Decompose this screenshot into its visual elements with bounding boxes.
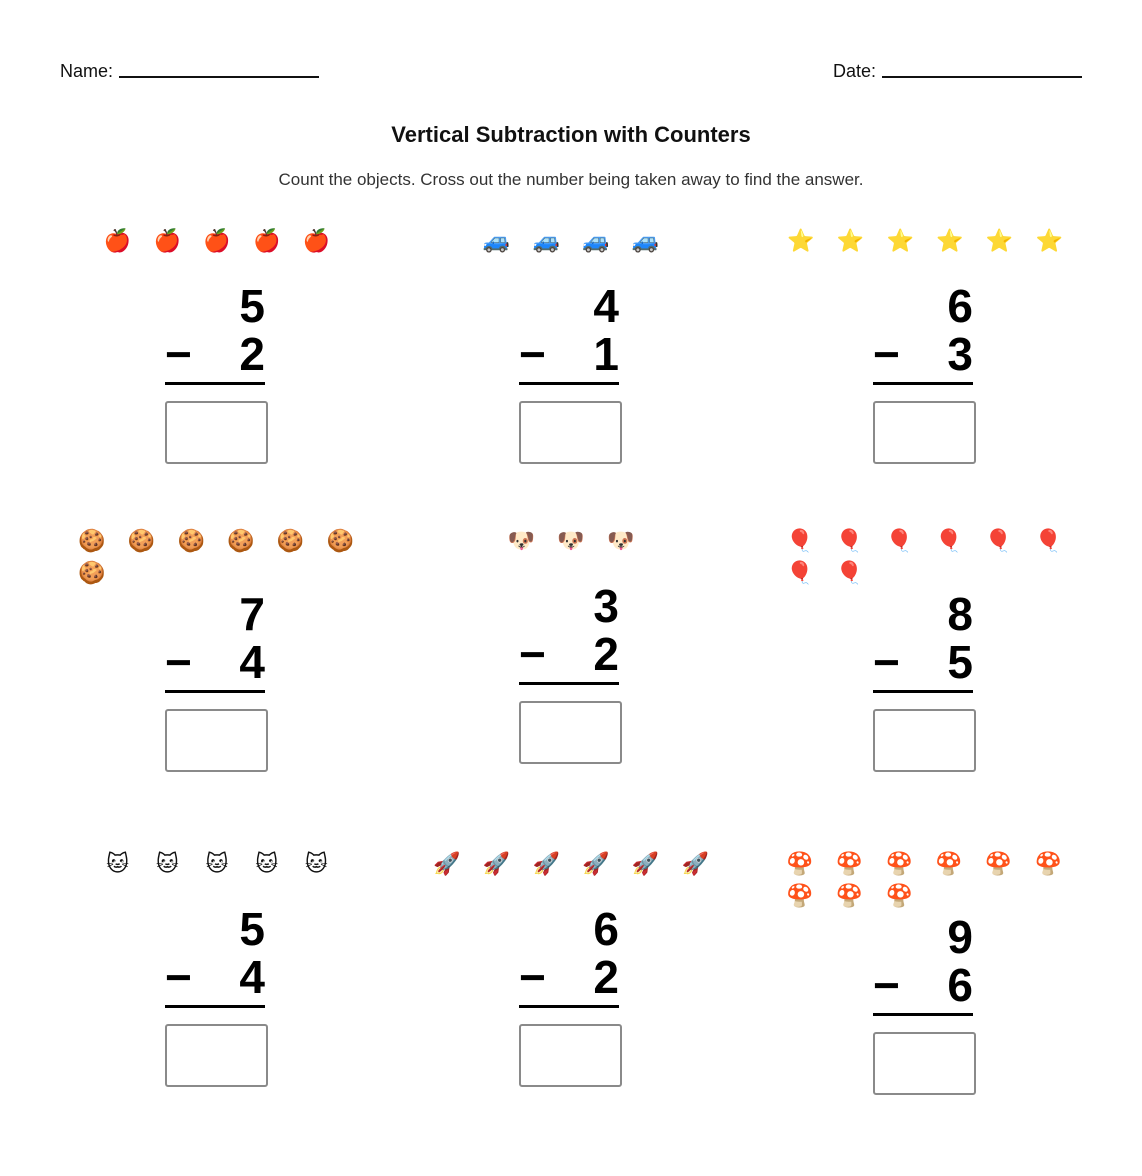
answer-box[interactable] bbox=[165, 1024, 268, 1087]
minuend: 5 bbox=[239, 280, 265, 332]
problem-cell-8 bbox=[394, 851, 748, 1151]
answer-line bbox=[873, 382, 973, 385]
car-icon[interactable]: 🚙 bbox=[631, 228, 660, 253]
dog-icon[interactable]: 🐶 bbox=[606, 528, 635, 553]
minuend-row bbox=[519, 905, 623, 953]
subtraction-problem bbox=[165, 590, 269, 772]
subtrahend-row bbox=[519, 630, 623, 678]
minuend-row bbox=[165, 282, 269, 330]
minuend-row bbox=[873, 590, 977, 638]
rocket-icon[interactable]: 🚀 bbox=[532, 851, 560, 876]
cat-icon[interactable]: 🐱 bbox=[304, 851, 328, 876]
rocket-icon[interactable]: 🚀 bbox=[631, 851, 660, 876]
date-label: Date: bbox=[832, 61, 876, 81]
problem-grid bbox=[40, 228, 1102, 1151]
minuend-row bbox=[519, 282, 623, 330]
car-icon[interactable]: 🚙 bbox=[482, 228, 511, 253]
problem-cell-3 bbox=[748, 228, 1102, 528]
subtrahend-row bbox=[873, 330, 977, 378]
minuend: 4 bbox=[593, 280, 619, 332]
answer-line bbox=[165, 1005, 265, 1008]
counters-row bbox=[67, 528, 367, 586]
subtrahend-row bbox=[165, 330, 269, 378]
answer-box[interactable] bbox=[873, 401, 976, 464]
minuend-row bbox=[165, 905, 269, 953]
subtrahend: 3 bbox=[947, 328, 973, 380]
subtraction-problem bbox=[873, 282, 977, 464]
balloon-icon[interactable]: 🎈 bbox=[786, 560, 814, 585]
answer-box[interactable] bbox=[519, 701, 622, 764]
subtrahend: 2 bbox=[593, 951, 619, 1003]
counters-row bbox=[421, 228, 721, 268]
car-icon[interactable]: 🚙 bbox=[582, 228, 610, 253]
cookie-icon[interactable]: 🍪 bbox=[177, 528, 205, 553]
answer-line bbox=[873, 1013, 973, 1016]
cookie-icon[interactable]: 🍪 bbox=[78, 560, 106, 585]
subtrahend: 1 bbox=[593, 328, 619, 380]
dog-icon[interactable]: 🐶 bbox=[507, 528, 536, 553]
mushroom-icon[interactable]: 🍄 bbox=[835, 851, 864, 876]
answer-line bbox=[519, 682, 619, 685]
answer-box[interactable] bbox=[519, 1024, 622, 1087]
subtrahend-row bbox=[519, 330, 623, 378]
answer-box[interactable] bbox=[165, 709, 268, 772]
rocket-icon[interactable]: 🚀 bbox=[482, 851, 511, 876]
car-icon[interactable]: 🚙 bbox=[532, 228, 560, 253]
rocket-icon[interactable]: 🚀 bbox=[681, 851, 709, 876]
minuend-row bbox=[873, 282, 977, 330]
subtraction-problem bbox=[519, 582, 623, 764]
subtrahend-row bbox=[165, 638, 269, 686]
subtrahend-row bbox=[873, 638, 977, 686]
subtrahend: 5 bbox=[947, 636, 973, 688]
balloon-icon[interactable]: 🎈 bbox=[786, 528, 814, 553]
subtraction-problem bbox=[165, 905, 269, 1087]
name-line[interactable] bbox=[119, 60, 319, 78]
cat-icon[interactable]: 🐱 bbox=[255, 851, 279, 876]
star-icon[interactable]: ⭐ bbox=[936, 228, 964, 253]
problem-cell-7 bbox=[40, 851, 394, 1151]
counters-row bbox=[67, 851, 367, 891]
mushroom-icon[interactable]: 🍄 bbox=[885, 883, 913, 908]
problem-cell-4 bbox=[40, 528, 394, 851]
rocket-icon[interactable]: 🚀 bbox=[433, 851, 461, 876]
mushroom-icon[interactable]: 🍄 bbox=[786, 883, 814, 908]
apple-icon[interactable]: 🍎 bbox=[153, 228, 182, 253]
star-icon[interactable]: ⭐ bbox=[886, 228, 914, 253]
answer-box[interactable] bbox=[873, 1032, 976, 1095]
minus-sign: − bbox=[519, 328, 546, 380]
counters-row bbox=[67, 228, 367, 268]
minus-sign: − bbox=[519, 628, 546, 680]
apple-icon[interactable]: 🍎 bbox=[302, 228, 331, 253]
apple-icon[interactable]: 🍎 bbox=[103, 228, 132, 253]
name-label: Name: bbox=[60, 61, 114, 81]
star-icon[interactable]: ⭐ bbox=[985, 228, 1014, 253]
header bbox=[60, 58, 1082, 82]
name-field bbox=[60, 60, 319, 82]
rocket-icon[interactable]: 🚀 bbox=[582, 851, 610, 876]
cookie-icon[interactable]: 🍪 bbox=[78, 528, 106, 553]
minuend: 6 bbox=[593, 903, 619, 955]
apple-icon[interactable]: 🍎 bbox=[252, 228, 281, 253]
minuend: 6 bbox=[947, 280, 973, 332]
minus-sign: − bbox=[873, 328, 900, 380]
subtrahend: 2 bbox=[593, 628, 619, 680]
problem-cell-5 bbox=[394, 528, 748, 851]
minuend-row bbox=[873, 913, 977, 961]
minus-sign: − bbox=[519, 951, 546, 1003]
problem-cell-2 bbox=[394, 228, 748, 528]
counters-row bbox=[775, 528, 1075, 586]
subtraction-problem bbox=[519, 905, 623, 1087]
answer-line bbox=[165, 690, 265, 693]
answer-box[interactable] bbox=[165, 401, 268, 464]
cookie-icon[interactable]: 🍪 bbox=[276, 528, 305, 553]
problem-cell-6 bbox=[748, 528, 1102, 851]
mushroom-icon[interactable]: 🍄 bbox=[786, 851, 814, 876]
minus-sign: − bbox=[165, 636, 192, 688]
mushroom-icon[interactable]: 🍄 bbox=[835, 883, 864, 908]
minuend: 8 bbox=[947, 588, 973, 640]
subtraction-problem bbox=[873, 913, 977, 1095]
subtraction-problem bbox=[519, 282, 623, 464]
balloon-icon[interactable]: 🎈 bbox=[885, 528, 913, 553]
minus-sign: − bbox=[165, 328, 192, 380]
minuend-row bbox=[165, 590, 269, 638]
mushroom-icon[interactable]: 🍄 bbox=[935, 851, 963, 876]
minus-sign: − bbox=[165, 951, 192, 1003]
answer-line bbox=[873, 690, 973, 693]
answer-line bbox=[519, 382, 619, 385]
date-line[interactable] bbox=[882, 60, 1082, 78]
subtrahend-row bbox=[165, 953, 269, 1001]
minus-sign: − bbox=[873, 959, 900, 1011]
balloon-icon[interactable]: 🎈 bbox=[1034, 528, 1062, 553]
minuend: 9 bbox=[947, 911, 973, 963]
balloon-icon[interactable]: 🎈 bbox=[835, 560, 864, 585]
dog-icon[interactable]: 🐶 bbox=[557, 528, 585, 553]
counters-row bbox=[775, 851, 1075, 909]
minuend: 7 bbox=[239, 588, 265, 640]
counters-row bbox=[421, 528, 721, 568]
balloon-icon[interactable]: 🎈 bbox=[935, 528, 963, 553]
page-title: Vertical Subtraction with Counters bbox=[391, 122, 751, 147]
problem-cell-9 bbox=[748, 851, 1102, 1151]
apple-icon[interactable]: 🍎 bbox=[203, 228, 231, 253]
subtrahend: 4 bbox=[239, 951, 265, 1003]
answer-line bbox=[165, 382, 265, 385]
subtrahend: 4 bbox=[239, 636, 265, 688]
star-icon[interactable]: ⭐ bbox=[836, 228, 865, 253]
minus-sign: − bbox=[873, 636, 900, 688]
star-icon[interactable]: ⭐ bbox=[787, 228, 815, 253]
star-icon[interactable]: ⭐ bbox=[1035, 228, 1063, 253]
subtrahend-row bbox=[519, 953, 623, 1001]
cookie-icon[interactable]: 🍪 bbox=[326, 528, 354, 553]
cookie-icon[interactable]: 🍪 bbox=[227, 528, 255, 553]
minuend: 5 bbox=[239, 903, 265, 955]
balloon-icon[interactable]: 🎈 bbox=[835, 528, 864, 553]
cookie-icon[interactable]: 🍪 bbox=[127, 528, 156, 553]
cat-icon[interactable]: 🐱 bbox=[155, 851, 179, 876]
minuend: 3 bbox=[593, 580, 619, 632]
balloon-icon[interactable]: 🎈 bbox=[984, 528, 1013, 553]
subtrahend: 2 bbox=[239, 328, 265, 380]
mushroom-icon[interactable]: 🍄 bbox=[885, 851, 913, 876]
cat-icon[interactable]: 🐱 bbox=[106, 851, 130, 876]
subtrahend-row bbox=[873, 961, 977, 1009]
minuend-row bbox=[519, 582, 623, 630]
answer-box[interactable] bbox=[873, 709, 976, 772]
cat-icon[interactable]: 🐱 bbox=[205, 851, 229, 876]
instructions: Count the objects. Cross out the number being taken away to find the answer. bbox=[278, 170, 864, 189]
answer-line bbox=[519, 1005, 619, 1008]
counters-row bbox=[775, 228, 1075, 268]
mushroom-icon[interactable]: 🍄 bbox=[984, 851, 1013, 876]
date-field bbox=[833, 60, 1082, 82]
counters-row bbox=[421, 851, 721, 891]
subtraction-problem bbox=[873, 590, 977, 772]
problem-cell-1 bbox=[40, 228, 394, 528]
subtraction-problem bbox=[165, 282, 269, 464]
answer-box[interactable] bbox=[519, 401, 622, 464]
subtrahend: 6 bbox=[947, 959, 973, 1011]
mushroom-icon[interactable]: 🍄 bbox=[1034, 851, 1062, 876]
